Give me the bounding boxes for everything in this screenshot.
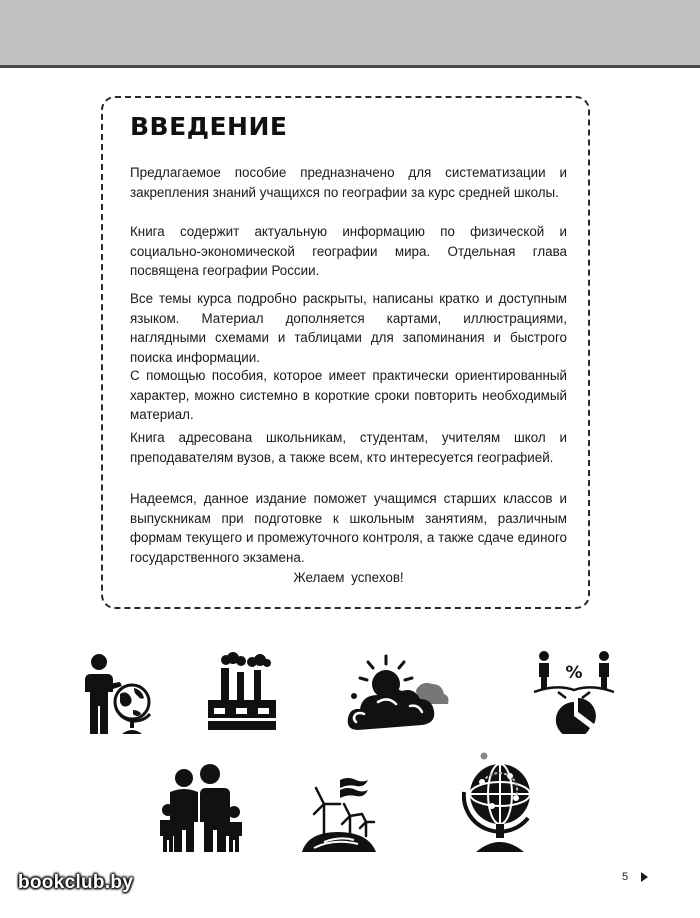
family-icon (158, 762, 244, 854)
economics-percent-icon (528, 650, 618, 734)
globe-with-routes-icon (462, 752, 542, 854)
intro-paragraph: Предлагаемое пособие предназначено для систематизации и закрепления знаний учащихся по географии за курс средней школы. (130, 165, 567, 200)
svg-text:%: % (565, 663, 583, 683)
header-band (0, 0, 700, 68)
wind-turbines-icon (300, 774, 378, 854)
intro-paragraph: Книга адресована школьникам, студентам, учителям школ и преподавателям вузов, а также всем, кто интересуется географией. (130, 430, 567, 465)
intro-paragraph: Надеемся, данное издание поможет учащимся старших классов и выпускникам при подготовке к школьным занятиям, различным формам текущего и промежуточного контроля, а также сдаче единого государственного экзамена. (130, 491, 567, 565)
person-with-globe-icon (78, 650, 160, 736)
factory-icon (204, 652, 280, 732)
page-title: ВВЕДЕНИЕ (130, 112, 288, 141)
sun-cloud-icon (346, 650, 450, 734)
watermark: bookclub.by (18, 872, 134, 893)
intro-paragraph: С помощью пособия, которое имеет практически ориентированный характер, можно системно в короткие сроки повторить необходимый материал. (130, 368, 567, 422)
intro-paragraph: Все темы курса подробно раскрыты, написаны кратко и доступным языком. Материал дополняется картами, иллюстрациями, наглядными схемами и таблицами для запоминания и быстрого поиска информации. (130, 291, 567, 365)
next-page-arrow-icon (641, 872, 648, 882)
intro-paragraph: Книга содержит актуальную информацию по физической и социально-экономической географии мира. Отдельная глава посвящена географии России. (130, 224, 567, 278)
page-number: 5 (622, 871, 629, 883)
closing-line: Желаем успехов! (293, 570, 404, 585)
